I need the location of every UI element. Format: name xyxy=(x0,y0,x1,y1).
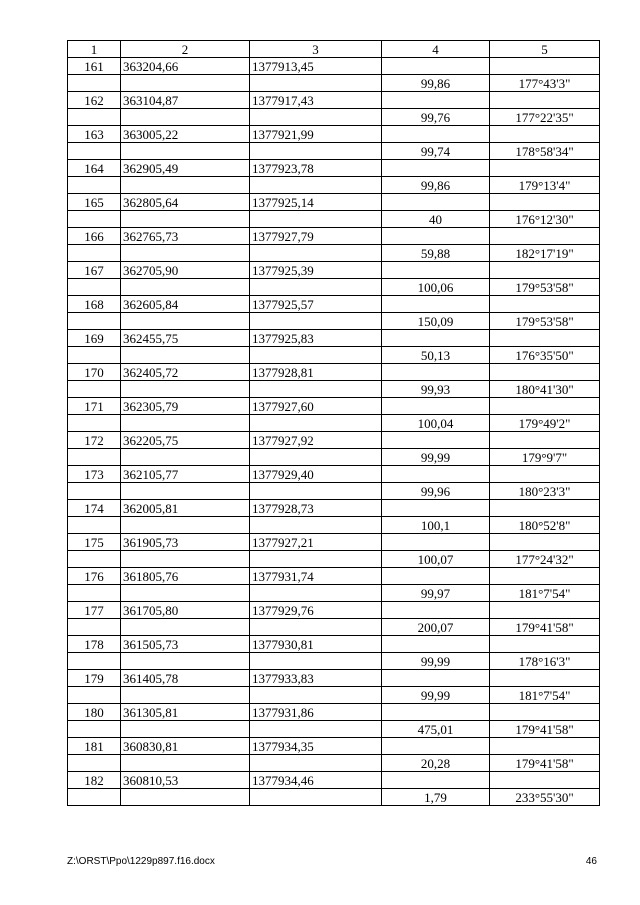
x-coordinate-cell: 362605,84 xyxy=(121,296,250,313)
distance-cell xyxy=(382,500,490,517)
distance-cell: 99,76 xyxy=(382,109,490,126)
x-coordinate-cell xyxy=(121,755,250,772)
point-number-cell: 179 xyxy=(68,670,121,687)
distance-cell: 1,79 xyxy=(382,789,490,806)
table-row xyxy=(68,160,600,177)
table-row xyxy=(68,670,600,687)
table-row xyxy=(68,313,600,330)
point-number-cell: 181 xyxy=(68,738,121,755)
table-row xyxy=(68,619,600,636)
y-coordinate-cell xyxy=(250,483,382,500)
x-coordinate-cell xyxy=(121,279,250,296)
distance-cell: 99,96 xyxy=(382,483,490,500)
distance-cell xyxy=(382,568,490,585)
angle-cell: 181°7'54" xyxy=(490,585,600,602)
angle-cell xyxy=(490,262,600,279)
x-coordinate-cell xyxy=(121,449,250,466)
distance-cell: 150,09 xyxy=(382,313,490,330)
table-row xyxy=(68,534,600,551)
point-number-cell: 167 xyxy=(68,262,121,279)
y-coordinate-cell: 1377925,57 xyxy=(250,296,382,313)
x-coordinate-cell: 360810,53 xyxy=(121,772,250,789)
point-number-cell xyxy=(68,245,121,262)
distance-cell: 99,99 xyxy=(382,653,490,670)
x-coordinate-cell: 362805,64 xyxy=(121,194,250,211)
point-number-cell xyxy=(68,211,121,228)
distance-cell: 99,97 xyxy=(382,585,490,602)
angle-cell xyxy=(490,466,600,483)
y-coordinate-cell: 1377933,83 xyxy=(250,670,382,687)
y-coordinate-cell: 1377930,81 xyxy=(250,636,382,653)
table-row xyxy=(68,789,600,806)
point-number-cell: 164 xyxy=(68,160,121,177)
table-row xyxy=(68,143,600,160)
distance-cell: 200,07 xyxy=(382,619,490,636)
table-row xyxy=(68,568,600,585)
distance-cell: 59,88 xyxy=(382,245,490,262)
distance-cell xyxy=(382,160,490,177)
distance-cell: 100,07 xyxy=(382,551,490,568)
footer-page-number: 46 xyxy=(585,856,597,867)
point-number-cell xyxy=(68,279,121,296)
y-coordinate-cell xyxy=(250,109,382,126)
x-coordinate-cell xyxy=(121,313,250,330)
y-coordinate-cell xyxy=(250,721,382,738)
angle-cell xyxy=(490,432,600,449)
y-coordinate-cell xyxy=(250,245,382,262)
table-row xyxy=(68,551,600,568)
y-coordinate-cell xyxy=(250,653,382,670)
x-coordinate-cell xyxy=(121,143,250,160)
table-row xyxy=(68,194,600,211)
x-coordinate-cell xyxy=(121,109,250,126)
angle-cell xyxy=(490,704,600,721)
angle-cell: 233°55'30" xyxy=(490,789,600,806)
point-number-cell: 174 xyxy=(68,500,121,517)
table-row xyxy=(68,109,600,126)
x-coordinate-cell xyxy=(121,381,250,398)
x-coordinate-cell xyxy=(121,551,250,568)
distance-cell: 20,28 xyxy=(382,755,490,772)
point-number-cell: 161 xyxy=(68,58,121,75)
x-coordinate-cell: 362105,77 xyxy=(121,466,250,483)
x-coordinate-cell xyxy=(121,211,250,228)
angle-cell: 179°41'58" xyxy=(490,755,600,772)
table-row xyxy=(68,687,600,704)
x-coordinate-cell xyxy=(121,347,250,364)
angle-cell: 180°23'3" xyxy=(490,483,600,500)
table-row xyxy=(68,296,600,313)
point-number-cell xyxy=(68,721,121,738)
point-number-cell: 172 xyxy=(68,432,121,449)
distance-cell xyxy=(382,432,490,449)
x-coordinate-cell xyxy=(121,177,250,194)
x-coordinate-cell: 362455,75 xyxy=(121,330,250,347)
y-coordinate-cell xyxy=(250,415,382,432)
distance-cell: 100,06 xyxy=(382,279,490,296)
point-number-cell xyxy=(68,517,121,534)
y-coordinate-cell xyxy=(250,789,382,806)
table-row xyxy=(68,432,600,449)
header-cell-1: 1 xyxy=(68,41,121,58)
y-coordinate-cell xyxy=(250,619,382,636)
table-row xyxy=(68,483,600,500)
distance-cell: 100,1 xyxy=(382,517,490,534)
table-row xyxy=(68,245,600,262)
distance-cell xyxy=(382,330,490,347)
point-number-cell: 162 xyxy=(68,92,121,109)
distance-cell: 99,99 xyxy=(382,449,490,466)
x-coordinate-cell xyxy=(121,687,250,704)
point-number-cell xyxy=(68,313,121,330)
angle-cell xyxy=(490,568,600,585)
point-number-cell xyxy=(68,381,121,398)
point-number-cell: 175 xyxy=(68,534,121,551)
table-row xyxy=(68,738,600,755)
point-number-cell: 166 xyxy=(68,228,121,245)
header-cell-3: 3 xyxy=(250,41,382,58)
table-row xyxy=(68,602,600,619)
distance-cell: 99,86 xyxy=(382,177,490,194)
distance-cell xyxy=(382,602,490,619)
distance-cell xyxy=(382,194,490,211)
angle-cell xyxy=(490,194,600,211)
angle-cell xyxy=(490,738,600,755)
distance-cell xyxy=(382,58,490,75)
distance-cell xyxy=(382,704,490,721)
distance-cell xyxy=(382,670,490,687)
x-coordinate-cell xyxy=(121,483,250,500)
table-row xyxy=(68,398,600,415)
angle-cell: 182°17'19" xyxy=(490,245,600,262)
point-number-cell: 171 xyxy=(68,398,121,415)
point-number-cell: 168 xyxy=(68,296,121,313)
x-coordinate-cell: 362905,49 xyxy=(121,160,250,177)
table-row xyxy=(68,517,600,534)
coordinates-table xyxy=(67,40,600,806)
x-coordinate-cell xyxy=(121,415,250,432)
y-coordinate-cell: 1377927,79 xyxy=(250,228,382,245)
x-coordinate-cell: 363005,22 xyxy=(121,126,250,143)
x-coordinate-cell: 361905,73 xyxy=(121,534,250,551)
y-coordinate-cell xyxy=(250,755,382,772)
distance-cell: 50,13 xyxy=(382,347,490,364)
distance-cell: 475,01 xyxy=(382,721,490,738)
point-number-cell xyxy=(68,75,121,92)
point-number-cell: 169 xyxy=(68,330,121,347)
table-row xyxy=(68,279,600,296)
distance-cell xyxy=(382,466,490,483)
point-number-cell: 170 xyxy=(68,364,121,381)
angle-cell xyxy=(490,58,600,75)
y-coordinate-cell: 1377929,40 xyxy=(250,466,382,483)
table-body xyxy=(68,41,600,806)
x-coordinate-cell xyxy=(121,789,250,806)
y-coordinate-cell: 1377934,46 xyxy=(250,772,382,789)
angle-cell: 177°22'35" xyxy=(490,109,600,126)
x-coordinate-cell: 362205,75 xyxy=(121,432,250,449)
point-number-cell xyxy=(68,585,121,602)
y-coordinate-cell xyxy=(250,585,382,602)
x-coordinate-cell xyxy=(121,517,250,534)
point-number-cell: 177 xyxy=(68,602,121,619)
point-number-cell xyxy=(68,619,121,636)
header-cell-4: 4 xyxy=(382,41,490,58)
table-row xyxy=(68,92,600,109)
x-coordinate-cell xyxy=(121,721,250,738)
angle-cell xyxy=(490,500,600,517)
header-cell-5: 5 xyxy=(490,41,600,58)
table-row xyxy=(68,772,600,789)
y-coordinate-cell xyxy=(250,279,382,296)
header-cell-2: 2 xyxy=(121,41,250,58)
distance-cell xyxy=(382,296,490,313)
y-coordinate-cell: 1377928,81 xyxy=(250,364,382,381)
distance-cell: 99,99 xyxy=(382,687,490,704)
table-row xyxy=(68,466,600,483)
y-coordinate-cell xyxy=(250,381,382,398)
angle-cell xyxy=(490,602,600,619)
angle-cell: 179°41'58" xyxy=(490,619,600,636)
angle-cell: 179°53'58" xyxy=(490,313,600,330)
table-row xyxy=(68,177,600,194)
distance-cell xyxy=(382,228,490,245)
y-coordinate-cell xyxy=(250,687,382,704)
table-row xyxy=(68,381,600,398)
angle-cell: 177°43'3" xyxy=(490,75,600,92)
x-coordinate-cell: 361305,81 xyxy=(121,704,250,721)
x-coordinate-cell xyxy=(121,619,250,636)
y-coordinate-cell xyxy=(250,551,382,568)
x-coordinate-cell: 361705,80 xyxy=(121,602,250,619)
y-coordinate-cell: 1377917,43 xyxy=(250,92,382,109)
point-number-cell xyxy=(68,415,121,432)
table-row xyxy=(68,364,600,381)
point-number-cell: 182 xyxy=(68,772,121,789)
distance-cell: 100,04 xyxy=(382,415,490,432)
angle-cell: 179°49'2" xyxy=(490,415,600,432)
angle-cell: 176°12'30" xyxy=(490,211,600,228)
x-coordinate-cell: 363104,87 xyxy=(121,92,250,109)
point-number-cell xyxy=(68,449,121,466)
point-number-cell: 178 xyxy=(68,636,121,653)
angle-cell xyxy=(490,160,600,177)
point-number-cell xyxy=(68,347,121,364)
x-coordinate-cell: 362305,79 xyxy=(121,398,250,415)
table-row xyxy=(68,75,600,92)
y-coordinate-cell: 1377931,86 xyxy=(250,704,382,721)
angle-cell xyxy=(490,534,600,551)
distance-cell: 40 xyxy=(382,211,490,228)
table-row xyxy=(68,636,600,653)
distance-cell: 99,86 xyxy=(382,75,490,92)
angle-cell xyxy=(490,296,600,313)
x-coordinate-cell: 362765,73 xyxy=(121,228,250,245)
angle-cell xyxy=(490,670,600,687)
table-row xyxy=(68,58,600,75)
angle-cell xyxy=(490,636,600,653)
angle-cell: 180°52'8" xyxy=(490,517,600,534)
point-number-cell: 163 xyxy=(68,126,121,143)
distance-cell xyxy=(382,534,490,551)
point-number-cell xyxy=(68,483,121,500)
x-coordinate-cell xyxy=(121,585,250,602)
distance-cell xyxy=(382,738,490,755)
x-coordinate-cell: 361505,73 xyxy=(121,636,250,653)
y-coordinate-cell: 1377913,45 xyxy=(250,58,382,75)
distance-cell: 99,74 xyxy=(382,143,490,160)
angle-cell xyxy=(490,330,600,347)
x-coordinate-cell xyxy=(121,653,250,670)
y-coordinate-cell xyxy=(250,313,382,330)
table-row xyxy=(68,347,600,364)
distance-cell: 99,93 xyxy=(382,381,490,398)
y-coordinate-cell: 1377927,92 xyxy=(250,432,382,449)
angle-cell xyxy=(490,92,600,109)
y-coordinate-cell xyxy=(250,177,382,194)
angle-cell: 179°9'7" xyxy=(490,449,600,466)
x-coordinate-cell: 362005,81 xyxy=(121,500,250,517)
x-coordinate-cell: 362705,90 xyxy=(121,262,250,279)
x-coordinate-cell: 362405,72 xyxy=(121,364,250,381)
table-row xyxy=(68,262,600,279)
y-coordinate-cell xyxy=(250,211,382,228)
table-row xyxy=(68,228,600,245)
y-coordinate-cell xyxy=(250,143,382,160)
point-number-cell: 176 xyxy=(68,568,121,585)
y-coordinate-cell xyxy=(250,347,382,364)
angle-cell: 178°16'3" xyxy=(490,653,600,670)
angle-cell xyxy=(490,398,600,415)
y-coordinate-cell: 1377921,99 xyxy=(250,126,382,143)
y-coordinate-cell: 1377925,39 xyxy=(250,262,382,279)
table-row xyxy=(68,585,600,602)
table-row xyxy=(68,500,600,517)
y-coordinate-cell: 1377925,14 xyxy=(250,194,382,211)
angle-cell: 176°35'50" xyxy=(490,347,600,364)
table-header-row xyxy=(68,41,600,58)
table-row xyxy=(68,653,600,670)
y-coordinate-cell: 1377925,83 xyxy=(250,330,382,347)
point-number-cell: 173 xyxy=(68,466,121,483)
distance-cell xyxy=(382,636,490,653)
y-coordinate-cell xyxy=(250,449,382,466)
distance-cell xyxy=(382,364,490,381)
angle-cell: 179°53'58" xyxy=(490,279,600,296)
angle-cell xyxy=(490,228,600,245)
x-coordinate-cell: 361405,78 xyxy=(121,670,250,687)
distance-cell xyxy=(382,398,490,415)
angle-cell xyxy=(490,364,600,381)
x-coordinate-cell xyxy=(121,75,250,92)
point-number-cell xyxy=(68,755,121,772)
y-coordinate-cell: 1377929,76 xyxy=(250,602,382,619)
y-coordinate-cell: 1377934,35 xyxy=(250,738,382,755)
y-coordinate-cell xyxy=(250,517,382,534)
point-number-cell: 180 xyxy=(68,704,121,721)
y-coordinate-cell: 1377923,78 xyxy=(250,160,382,177)
point-number-cell xyxy=(68,143,121,160)
footer-file-path: Z:\ORST\Ppo\1229p897.f16.docx xyxy=(67,856,215,867)
point-number-cell xyxy=(68,653,121,670)
x-coordinate-cell xyxy=(121,245,250,262)
table-row xyxy=(68,755,600,772)
distance-cell xyxy=(382,126,490,143)
angle-cell: 180°41'30" xyxy=(490,381,600,398)
table-row xyxy=(68,211,600,228)
distance-cell xyxy=(382,92,490,109)
point-number-cell xyxy=(68,687,121,704)
point-number-cell: 165 xyxy=(68,194,121,211)
y-coordinate-cell: 1377927,60 xyxy=(250,398,382,415)
point-number-cell xyxy=(68,109,121,126)
x-coordinate-cell: 363204,66 xyxy=(121,58,250,75)
angle-cell: 177°24'32" xyxy=(490,551,600,568)
angle-cell: 179°41'58" xyxy=(490,721,600,738)
table-row xyxy=(68,415,600,432)
y-coordinate-cell xyxy=(250,75,382,92)
angle-cell xyxy=(490,126,600,143)
x-coordinate-cell: 361805,76 xyxy=(121,568,250,585)
table-row xyxy=(68,126,600,143)
table-row xyxy=(68,330,600,347)
angle-cell: 178°58'34" xyxy=(490,143,600,160)
x-coordinate-cell: 360830,81 xyxy=(121,738,250,755)
distance-cell xyxy=(382,772,490,789)
y-coordinate-cell: 1377928,73 xyxy=(250,500,382,517)
angle-cell xyxy=(490,772,600,789)
table-row xyxy=(68,449,600,466)
angle-cell: 179°13'4" xyxy=(490,177,600,194)
angle-cell: 181°7'54" xyxy=(490,687,600,704)
y-coordinate-cell: 1377927,21 xyxy=(250,534,382,551)
distance-cell xyxy=(382,262,490,279)
y-coordinate-cell: 1377931,74 xyxy=(250,568,382,585)
point-number-cell xyxy=(68,789,121,806)
table-row xyxy=(68,704,600,721)
point-number-cell xyxy=(68,177,121,194)
point-number-cell xyxy=(68,551,121,568)
table-row xyxy=(68,721,600,738)
